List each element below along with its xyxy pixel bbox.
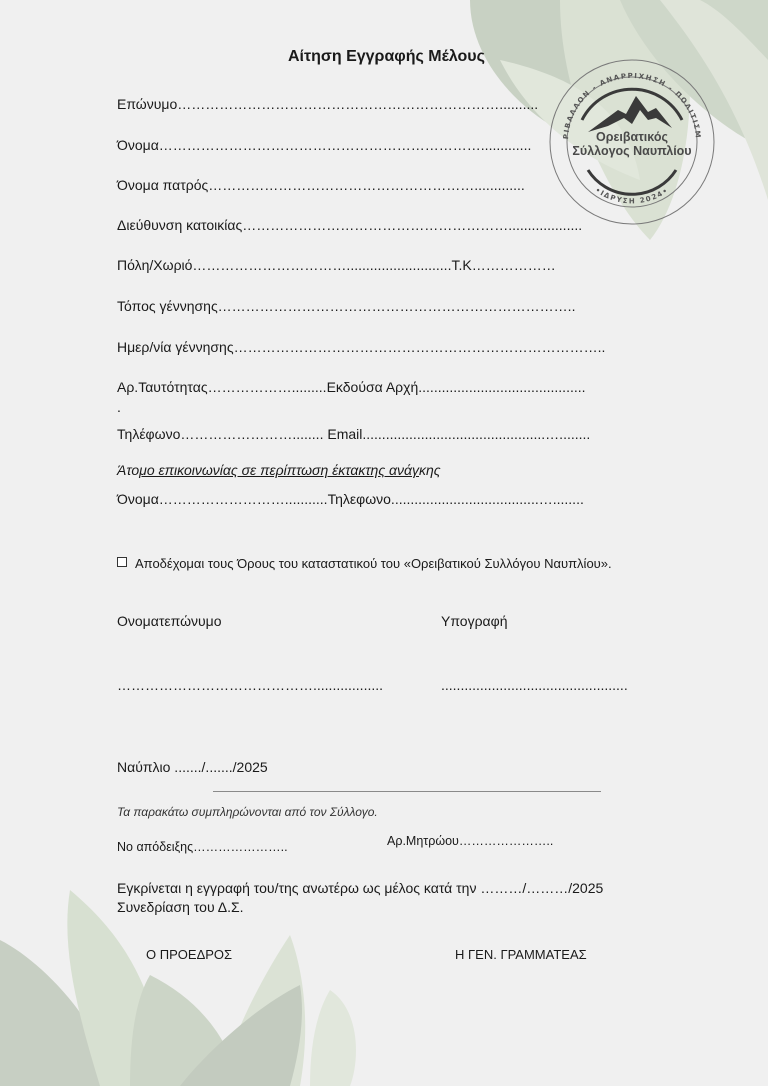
field-name[interactable]: Όνομα……………………………………………………………............. <box>117 137 532 153</box>
mountain-icon <box>588 96 672 132</box>
signature-label: Υπογραφή <box>441 613 508 629</box>
secretary-label: Η ΓΕΝ. ΓΡΑΜΜΑΤΕΑΣ <box>455 947 587 962</box>
field-surname[interactable]: Επώνυμο…………………………………………………………….......... <box>117 96 539 112</box>
emergency-heading-prefix: Άτο <box>117 462 140 478</box>
terms-label: Αποδέχομαι τους Όρους του καταστατικού του «Ορειβατικού Συλλόγου Ναυπλίου». <box>135 556 612 571</box>
emergency-heading-suffix: κης <box>419 462 441 478</box>
emergency-heading <box>117 462 441 478</box>
svg-text:•ΙΔΡΥΣΗ 2024•: •ΙΔΡΥΣΗ 2024• <box>593 186 671 206</box>
page-title: Αίτηση Εγγραφής Μέλους <box>288 48 485 65</box>
logo-name-line2: Σύλλογος Ναυπλίου <box>572 144 692 158</box>
club-logo <box>548 58 716 226</box>
terms-checkbox[interactable] <box>117 557 127 567</box>
field-birthplace[interactable]: Τόπος γέννησης………………………………………………………………….. <box>117 298 576 314</box>
field-address[interactable]: Διεύθυνση κατοικίας…………………………………………………................... <box>117 217 583 233</box>
field-registry-number[interactable]: Αρ.Μητρώου………………….. <box>387 834 554 848</box>
stray-dot: . <box>117 399 121 415</box>
fullname-label: Ονοματεπώνυμο <box>117 613 222 629</box>
fullname-line[interactable]: …………………………………….................. <box>117 677 384 693</box>
field-father-name[interactable]: Όνομα πατρός…………………………………………………............. <box>117 177 525 193</box>
approval-line-2: Συνεδρίαση του Δ.Σ. <box>117 899 244 915</box>
field-id-number[interactable]: Αρ.Ταυτότητας……………….........Εκδούσα Αρχή........................................... <box>117 379 586 395</box>
emergency-heading-underlined: μο επικοινωνίας σε περίπτωση έκτακτης ανάγ <box>139 462 420 478</box>
president-label: Ο ΠΡΟΕΔΡΟΣ <box>146 947 233 962</box>
terms-row[interactable] <box>117 556 612 571</box>
divider <box>213 791 601 792</box>
logo-name-line1: Ορειβατικός <box>596 130 668 144</box>
leaf-bottom-6 <box>310 990 356 1086</box>
signature-line[interactable]: ................................................ <box>441 677 628 693</box>
field-birthdate[interactable]: Ημερ/νία γέννησης…………………………………………………………………….. <box>117 339 606 355</box>
field-receipt-number[interactable]: Νο απόδειξης………………….. <box>117 840 288 854</box>
date-line[interactable]: Ναύπλιο ......./......./2025 <box>117 759 268 775</box>
field-emergency-contact[interactable]: Όνομα………………………...........Τηλεφωνο......................................…........ <box>117 491 584 507</box>
club-section-note: Τα παρακάτω συμπληρώνονται από τον Σύλλογο. <box>117 805 378 819</box>
field-phone-email[interactable]: Τηλέφωνο……………………........ Email...............................................…........ <box>117 426 591 442</box>
field-city-postcode[interactable]: Πόλη/Χωριό……………………………...........................Τ.Κ……………… <box>117 257 556 273</box>
svg-text:ΠΕΡΙΒΑΛΛΟΝ - ΑΝΑΡΡΙΧΗΣΗ - ΠΟΛΙ: ΡΙΒΑΛΛΟΝ - ΑΝΑΡΡΙΧΗΣΗ - ΠΟΛΙΤΙΣΜ <box>561 71 703 140</box>
approval-line-1[interactable]: Εγκρίνεται η εγγραφή του/της ανωτέρω ως μέλος κατά την ………/………/2025 <box>117 880 604 896</box>
